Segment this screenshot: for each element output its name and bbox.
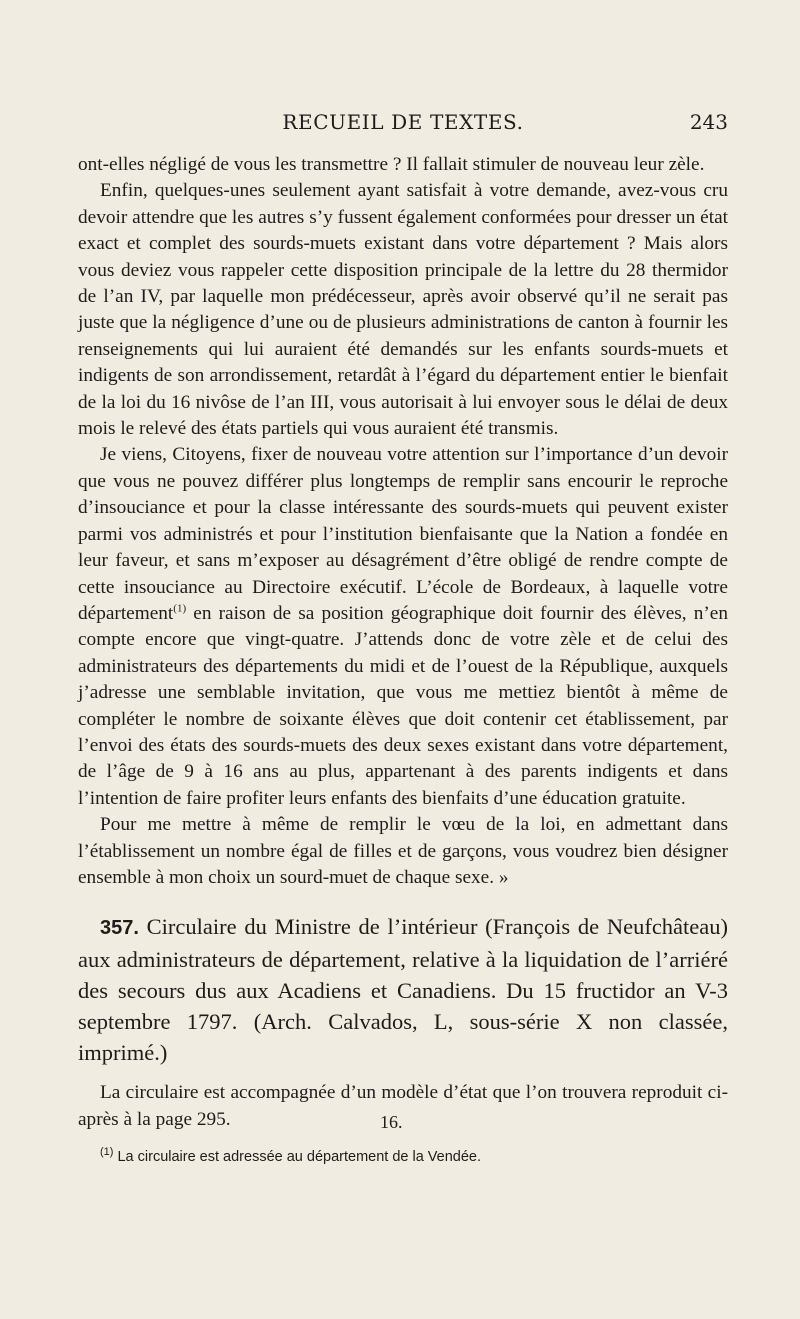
section-number: 357.	[100, 917, 139, 940]
footnote-marker: (1)	[100, 1146, 114, 1159]
paragraph-je-viens-text-cont: en raison de sa position géographique doit fournir des élèves, n’en compte encore que vingt-quatre. J’attends donc de votre zèle et de celui des administrateurs des départements du midi et de l’ouest de la République, auxquels j’adresse une semblable invitation, que vous me mettiez bientôt à même de compléter le nombre de soixante élèves que doit contenir cet établissement, par l’envoi des états des sourds-muets des deux sexes existant dans votre département, de l’âge de 9 à 16 ans au plus, appartenant à des parents indigents et dans l’intention de faire profiter leurs enfants des bienfaits d’une éducation gratuite.	[78, 602, 728, 809]
signature-mark: 16.	[380, 1112, 403, 1132]
paragraph-circulaire-note: La circulaire est accompagnée d’un modèle d’état que l’on trouvera reproduit ci-après à la page 295.	[78, 1082, 728, 1130]
paragraph-je-viens-text: Je viens, Citoyens, fixer de nouveau votre attention sur l’importance d’un devoir que vous ne pouvez différer plus longtemps de remplir sans encourir le reproche d’insouciance et pour la classe intéressante des sourds-muets qui peuvent exister parmi vos administrés et pour l’institution bienfaisante que la Nation a fondée en leur faveur, et sans m’exposer au désagrément d’être obligé de rendre compte de cette insouciance au Directoire exécutif. L’école de Bordeaux, à laquelle votre département	[78, 444, 728, 624]
footnote-reference: (1)	[173, 602, 187, 615]
paragraph-je-viens	[78, 442, 728, 812]
section-title: Circulaire du Ministre de l’intérieur (François de Neufchâteau) aux administrateurs de département, relative à la liquidation de l’arriéré des secours dus aux Acadiens et Canadiens. Du 15 fructidor an V-3 septembre 1797. (Arch. Calvados, L, sous-série X non classée, imprimé.)	[78, 914, 729, 1066]
section-heading-357	[78, 911, 728, 1068]
running-header	[78, 110, 728, 140]
paragraph-pour-me-mettre: Pour me mettre à même de remplir le vœu de la loi, en admettant dans l’établissement un nombre égal de filles et de garçons, vous voudrez bien désigner ensemble à mon choix un sourd-muet de chaque sexe. »	[78, 814, 728, 888]
page-number: 243	[689, 110, 728, 134]
footnote	[78, 1146, 728, 1166]
running-title: RECUEIL DE TEXTES.	[282, 110, 524, 134]
paragraph-continuation: ont-elles négligé de vous les transmettre ? Il fallait stimuler de nouveau leur zèle.	[78, 154, 705, 175]
footnote-text: La circulaire est adressée au département de la Vendée.	[113, 1149, 482, 1166]
paragraph-enfin: Enfin, quelques-unes seulement ayant satisfait à votre demande, avez-vous cru devoir attendre que les autres s’y fussent également conformées pour dresser un état exact et complet des sourds-muets existant dans votre département ? Mais alors vous deviez vous rappeler cette disposition principale de la lettre du 28 thermidor de l’an IV, par laquelle mon prédécesseur, après avoir observé qu’il ne serait pas juste que la négligence d’une ou de plusieurs administrations de canton à fournir les renseignements qui lui auraient été demandés sur les enfants sourds-muets et indigents de son arrondissement, retardât à l’égard du département entier le bienfait de la loi du 16 nivôse de l’an III, vous autorisait à lui envoyer sous le délai de deux mois le relevé des états partiels qui vous auraient été transmis.	[78, 180, 728, 440]
